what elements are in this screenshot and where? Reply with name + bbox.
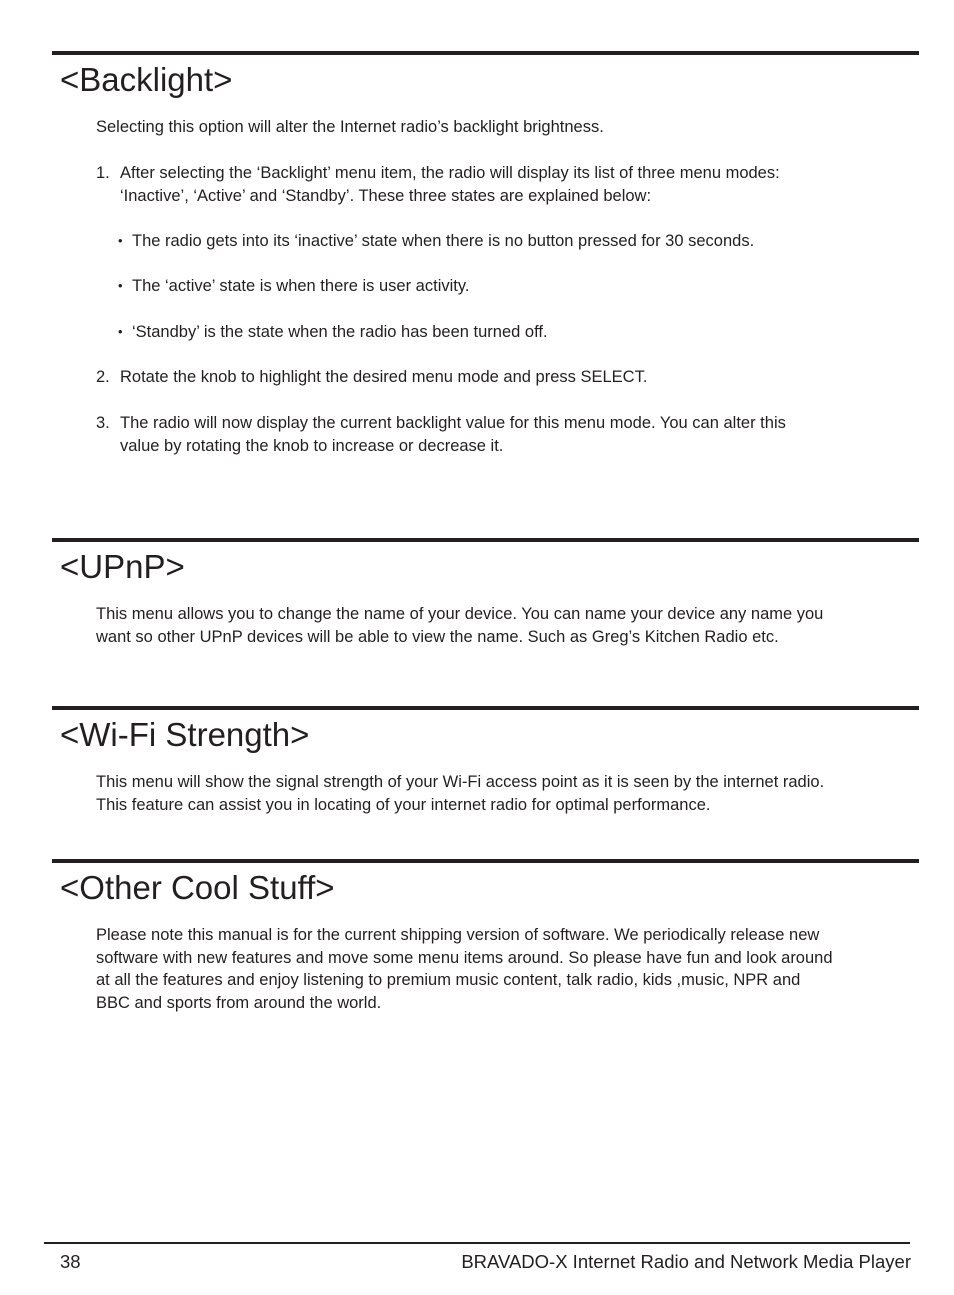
heading-backlight: <Backlight> [60, 61, 233, 98]
other-body: Please note this manual is for the current shipping version of software. We periodically release new software with new features and move some menu items around. So please have fun and look around at all the features and enjoy listening to premium music content, talk radio, kids ,music, NPR and BBC and sports from around the world. [96, 926, 833, 1012]
section-divider-upnp [52, 538, 919, 542]
step-number: 1. [96, 164, 110, 182]
footer-divider [44, 1242, 910, 1244]
bullet-icon: • [118, 233, 123, 248]
step-text: After selecting the ‘Backlight’ menu item, the radio will display its list of three menu modes: ‘Inactive’, ‘Active’ and ‘Standby’. These three states are explained below: [120, 164, 780, 205]
bullet-text: The radio gets into its ‘inactive’ state when there is no button pressed for 30 seconds. [132, 232, 755, 250]
list-item-step-2 [96, 366, 816, 389]
section-divider-other [52, 859, 919, 863]
heading-other-cool-stuff: <Other Cool Stuff> [60, 869, 335, 906]
bullet-text: The ‘active’ state is when there is user activity. [132, 277, 470, 295]
heading-upnp: <UPnP> [60, 548, 185, 585]
list-item-step-3 [96, 412, 816, 457]
upnp-body: This menu allows you to change the name of your device. You can name your device any name you want so other UPnP devices will be able to view the name. Such as Greg’s Kitchen Radio etc. [96, 605, 824, 646]
step-text: Rotate the knob to highlight the desired menu mode and press SELECT. [120, 368, 648, 386]
list-item-bullet-active [118, 275, 838, 298]
step-text: The radio will now display the current backlight value for this menu mode. You can alter this value by rotating the knob to increase or decrease it. [120, 414, 786, 455]
step-number: 2. [96, 368, 110, 386]
wifi-body: This menu will show the signal strength of your Wi-Fi access point as it is seen by the internet radio. This feature can assist you in locating of your internet radio for optimal performance. [96, 773, 825, 814]
section-divider-backlight [52, 51, 919, 55]
footer-title: BRAVADO-X Internet Radio and Network Media Player [461, 1251, 911, 1272]
bullet-text: ‘Standby’ is the state when the radio has been turned off. [132, 323, 548, 341]
list-item-step-1 [96, 162, 816, 207]
step-number: 3. [96, 414, 110, 432]
backlight-intro: Selecting this option will alter the Internet radio’s backlight brightness. [96, 118, 604, 136]
list-item-bullet-standby [118, 321, 838, 344]
section-divider-wifi [52, 706, 919, 710]
bullet-icon: • [118, 278, 123, 293]
page-number: 38 [60, 1251, 81, 1272]
heading-wifi-strength: <Wi-Fi Strength> [60, 716, 310, 753]
list-item-bullet-inactive [118, 230, 838, 253]
bullet-icon: • [118, 324, 123, 339]
